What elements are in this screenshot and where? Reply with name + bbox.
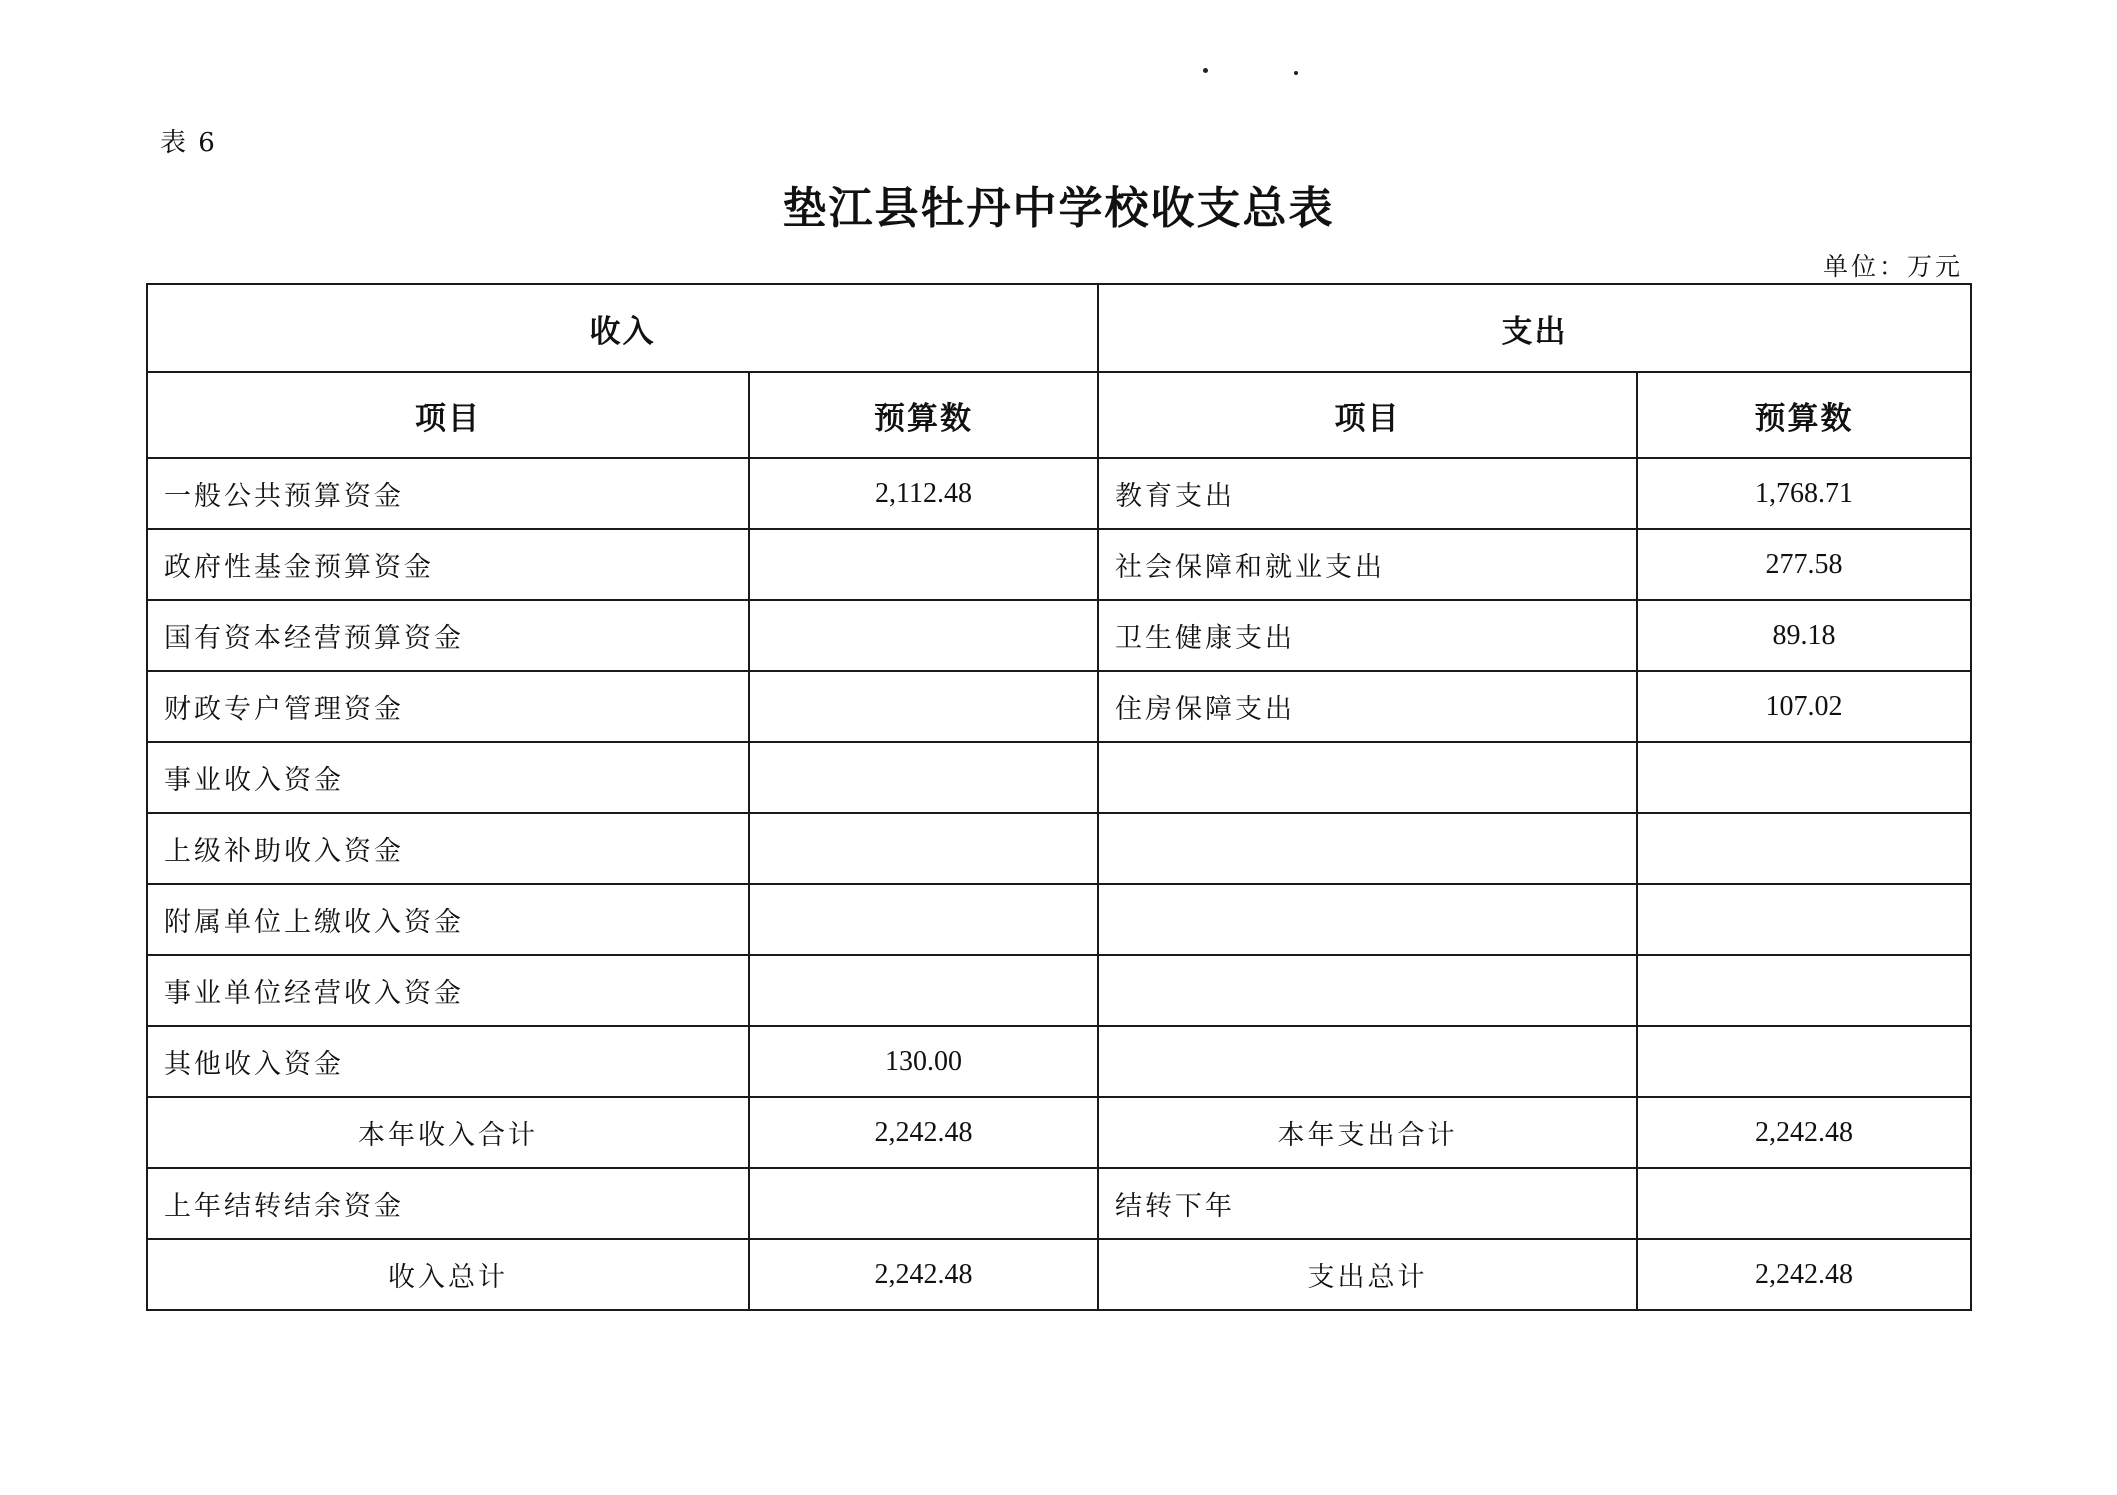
expense-budget-column-header: 预算数: [1637, 372, 1971, 458]
table-row: [147, 529, 1971, 600]
unit-label: 单位：万元: [1822, 252, 1963, 281]
income-item-cell: 附属单位上缴收入资金: [147, 884, 749, 955]
expense-item-cell: [1098, 884, 1637, 955]
table-row: [147, 813, 1971, 884]
expense-grand-total-value: 2,242.48: [1637, 1239, 1971, 1310]
expense-value-cell: [1637, 1026, 1971, 1097]
income-value-cell: 130.00: [749, 1026, 1098, 1097]
year-expense-total-label: 本年支出合计: [1098, 1097, 1637, 1168]
scan-speck: [1294, 71, 1298, 75]
prior-year-carryover-value: [749, 1168, 1098, 1239]
prior-year-carryover-label: 上年结转结余资金: [147, 1168, 749, 1239]
table-row: [147, 1026, 1971, 1097]
table-number-label: 表 6: [160, 128, 217, 158]
income-item-cell: 国有资本经营预算资金: [147, 600, 749, 671]
income-item-cell: 事业收入资金: [147, 742, 749, 813]
table-row: [147, 955, 1971, 1026]
income-value-cell: 2,112.48: [749, 458, 1098, 529]
income-value-cell: [749, 884, 1098, 955]
grand-total-row: [147, 1239, 1971, 1310]
income-grand-total-label: 收入总计: [147, 1239, 749, 1310]
year-income-total-value: 2,242.48: [749, 1097, 1098, 1168]
expense-value-cell: 277.58: [1637, 529, 1971, 600]
carry-forward-value: [1637, 1168, 1971, 1239]
expense-value-cell: 107.02: [1637, 671, 1971, 742]
income-section-header: 收入: [147, 284, 1098, 372]
table-row: [147, 884, 1971, 955]
expense-value-cell: 89.18: [1637, 600, 1971, 671]
expense-item-cell: 社会保障和就业支出: [1098, 529, 1637, 600]
income-expense-table: [146, 283, 1972, 1311]
expense-item-cell: 住房保障支出: [1098, 671, 1637, 742]
year-total-row: [147, 1097, 1971, 1168]
expense-item-cell: 教育支出: [1098, 458, 1637, 529]
table-row: [147, 600, 1971, 671]
income-item-cell: 上级补助收入资金: [147, 813, 749, 884]
expense-item-cell: [1098, 742, 1637, 813]
income-item-cell: 政府性基金预算资金: [147, 529, 749, 600]
expense-value-cell: [1637, 884, 1971, 955]
income-value-cell: [749, 742, 1098, 813]
income-value-cell: [749, 955, 1098, 1026]
expense-grand-total-label: 支出总计: [1098, 1239, 1637, 1310]
income-budget-column-header: 预算数: [749, 372, 1098, 458]
table-row: [147, 671, 1971, 742]
year-income-total-label: 本年收入合计: [147, 1097, 749, 1168]
column-header-row: [147, 372, 1971, 458]
expense-value-cell: [1637, 813, 1971, 884]
income-item-column-header: 项目: [147, 372, 749, 458]
expense-item-cell: [1098, 955, 1637, 1026]
year-expense-total-value: 2,242.48: [1637, 1097, 1971, 1168]
section-header-row: [147, 284, 1971, 372]
expense-value-cell: [1637, 742, 1971, 813]
expense-item-column-header: 项目: [1098, 372, 1637, 458]
expense-item-cell: [1098, 1026, 1637, 1097]
table-row: [147, 458, 1971, 529]
carryover-row: [147, 1168, 1971, 1239]
table-row: [147, 742, 1971, 813]
carry-forward-label: 结转下年: [1098, 1168, 1637, 1239]
income-item-cell: 一般公共预算资金: [147, 458, 749, 529]
expense-item-cell: [1098, 813, 1637, 884]
income-item-cell: 财政专户管理资金: [147, 671, 749, 742]
income-value-cell: [749, 600, 1098, 671]
expense-item-cell: 卫生健康支出: [1098, 600, 1637, 671]
income-value-cell: [749, 529, 1098, 600]
expense-value-cell: [1637, 955, 1971, 1026]
income-item-cell: 其他收入资金: [147, 1026, 749, 1097]
income-item-cell: 事业单位经营收入资金: [147, 955, 749, 1026]
income-grand-total-value: 2,242.48: [749, 1239, 1098, 1310]
document-title: 垫江县牡丹中学校收支总表: [782, 183, 1335, 234]
scan-speck: [1203, 68, 1208, 73]
expense-value-cell: 1,768.71: [1637, 458, 1971, 529]
expense-section-header: 支出: [1098, 284, 1971, 372]
income-value-cell: [749, 813, 1098, 884]
income-value-cell: [749, 671, 1098, 742]
